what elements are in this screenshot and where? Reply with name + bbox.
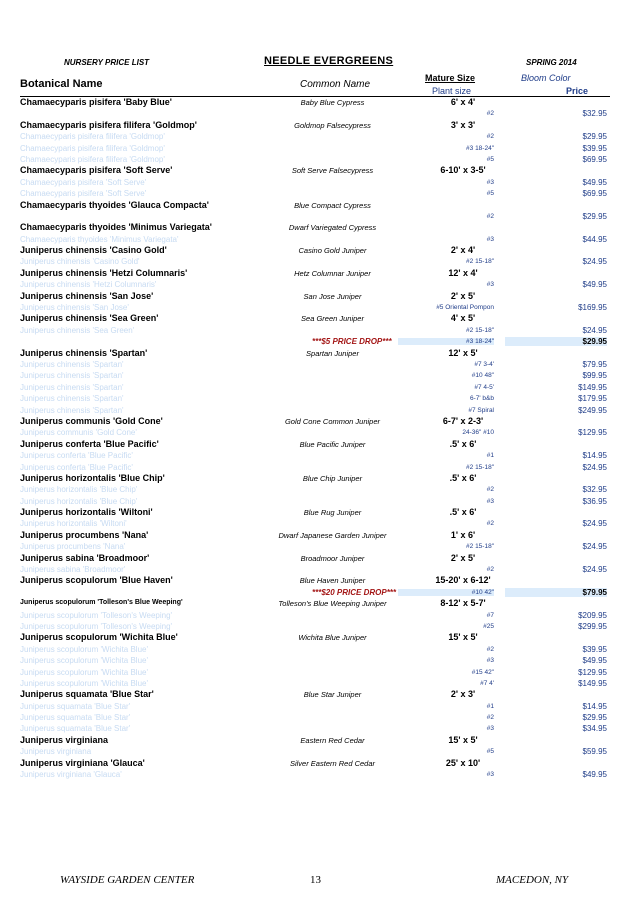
- plant-size: #3: [486, 281, 494, 289]
- mature-size: 2' x 5': [450, 552, 476, 563]
- botanical-name-repeat: Juniperus chinensis 'Casino Gold': [20, 257, 140, 267]
- common-name: Casino Gold Juniper: [298, 246, 367, 256]
- common-name: Blue Chip Juniper: [302, 473, 363, 483]
- price-value: $44.95: [582, 234, 607, 244]
- table-row: [0, 234, 638, 245]
- table-row: [0, 268, 638, 279]
- botanical-name: Chamaecyparis thyoides 'Minimus Variegata': [20, 222, 212, 233]
- price-value: $129.95: [578, 428, 607, 438]
- price-value: $299.95: [578, 621, 607, 631]
- table-row: [0, 382, 638, 393]
- botanical-name: Juniperus communis 'Gold Cone': [20, 415, 163, 426]
- botanical-name: Juniperus scopulorum 'Tolleson's Blue Weeping': [20, 599, 183, 607]
- plant-size: #2: [486, 714, 494, 722]
- price-value: $32.95: [582, 109, 607, 119]
- price-value: $36.95: [582, 496, 607, 506]
- price-value: $49.95: [582, 770, 607, 780]
- table-row: [0, 359, 638, 370]
- table-row: [0, 712, 638, 723]
- plant-size: #5: [486, 190, 494, 198]
- mature-size: .5' x 6': [449, 438, 477, 449]
- price-table: [0, 97, 638, 780]
- mature-size: 12' x 5': [448, 347, 478, 358]
- price-value: $24.95: [582, 565, 607, 575]
- common-name: Blue Pacific Juniper: [299, 439, 366, 449]
- plant-size: #2: [486, 486, 494, 494]
- botanical-name-repeat: Juniperus chinensis 'Spartan': [20, 394, 124, 404]
- botanical-name: Juniperus conferta 'Blue Pacific': [20, 438, 159, 449]
- price-value: $49.95: [582, 177, 607, 187]
- price-drop-notice: ***$20 PRICE DROP***: [312, 587, 397, 597]
- table-row: [0, 313, 638, 324]
- plant-size: #2 15-18": [466, 326, 494, 334]
- price-value: $79.95: [582, 359, 607, 369]
- table-row: [0, 518, 638, 529]
- table-row: [0, 553, 638, 564]
- mature-size: 1' x 6': [450, 529, 476, 540]
- table-row: [0, 427, 638, 438]
- table-row: [0, 587, 638, 598]
- plant-size: #2: [486, 212, 494, 220]
- common-name: Soft Serve Falsecypress: [291, 166, 374, 176]
- plant-size: #2 15-18": [466, 543, 494, 551]
- table-row: [0, 689, 638, 700]
- botanical-name: Juniperus squamata 'Blue Star': [20, 689, 154, 700]
- table-row: [0, 769, 638, 780]
- botanical-name: Juniperus scopulorum 'Blue Haven': [20, 575, 173, 586]
- common-name: Spartan Juniper: [306, 348, 359, 358]
- price-value: $24.95: [582, 542, 607, 552]
- common-name: San Jose Juniper: [303, 291, 362, 301]
- common-name: Blue Rug Juniper: [303, 508, 362, 518]
- plant-size: #2 15-18": [466, 258, 494, 266]
- price-value: $49.95: [582, 280, 607, 290]
- price-value: $29.95: [582, 132, 607, 142]
- table-row: [0, 598, 638, 609]
- table-row: [0, 177, 638, 188]
- botanical-name: Chamaecyparis pisifera 'Soft Serve': [20, 165, 173, 176]
- botanical-name: Juniperus chinensis 'San Jose': [20, 290, 154, 301]
- botanical-name-repeat: Juniperus chinensis 'Spartan': [20, 382, 124, 392]
- plant-size: #2: [486, 566, 494, 574]
- plant-size: #5: [486, 155, 494, 163]
- price-value: $59.95: [582, 747, 607, 757]
- table-row: [0, 188, 638, 199]
- botanical-name-repeat: Juniperus chinensis 'San Jose': [20, 303, 129, 313]
- table-row: [0, 723, 638, 734]
- plant-size: #2: [486, 110, 494, 118]
- price-value: $79.95: [505, 588, 607, 597]
- botanical-name-repeat: Juniperus scopulorum 'Wichita Blue': [20, 656, 148, 666]
- price-value: $209.95: [578, 610, 607, 620]
- plant-size: #5 Oriental Pompon: [436, 304, 494, 312]
- table-row: [0, 165, 638, 176]
- list-label: NURSERY PRICE LIST: [64, 58, 150, 67]
- botanical-name: Juniperus procumbens 'Nana': [20, 529, 149, 540]
- botanical-name-repeat: Juniperus chinensis 'Sea Green': [20, 325, 135, 335]
- page-footer: [0, 868, 638, 888]
- mature-size: .5' x 6': [449, 472, 477, 483]
- mature-size: 6-7' x 2-3': [442, 415, 484, 426]
- plant-size: #7 4-5': [474, 383, 494, 391]
- price-value: $69.95: [582, 189, 607, 199]
- common-name: Sea Green Juniper: [301, 314, 364, 324]
- plant-size: #3: [486, 178, 494, 186]
- mature-size: 2' x 4': [450, 245, 476, 256]
- table-row: [0, 575, 638, 586]
- common-name: Dwarf Variegated Cypress: [288, 223, 377, 233]
- table-row: [0, 610, 638, 621]
- botanical-name: Juniperus scopulorum 'Wichita Blue': [20, 632, 178, 643]
- botanical-name-repeat: Juniperus scopulorum 'Wichita Blue': [20, 667, 148, 677]
- price-value: $39.95: [582, 644, 607, 654]
- plant-size: #2: [486, 645, 494, 653]
- table-row: [0, 211, 638, 222]
- plant-size: #7 Spiral: [468, 406, 494, 414]
- price-value: $14.95: [582, 451, 607, 461]
- price-value: $24.95: [582, 462, 607, 472]
- table-row: [0, 120, 638, 131]
- common-name: Tolleson's Blue Weeping Juniper: [278, 599, 387, 609]
- price-value: $29.95: [582, 211, 607, 221]
- botanical-name: Chamaecyparis thyoides 'Glauca Compacta': [20, 199, 209, 210]
- column-header-common: Common Name: [300, 79, 371, 90]
- mature-size: 2' x 5': [450, 290, 476, 301]
- botanical-name-repeat: Chamaecyparis pisifera 'Soft Serve': [20, 177, 147, 187]
- common-name: Goldmop Falsecypress: [294, 120, 371, 130]
- botanical-name-repeat: Juniperus squamata 'Blue Star': [20, 713, 131, 723]
- mature-size: 8-12' x 5-7': [440, 598, 486, 609]
- plant-size: #7: [486, 611, 494, 619]
- price-value: $179.95: [578, 394, 607, 404]
- botanical-name: Juniperus virginiana: [20, 734, 109, 745]
- table-row: [0, 416, 638, 427]
- season-label: SPRING 2014: [526, 58, 577, 67]
- botanical-name-repeat: Juniperus squamata 'Blue Star': [20, 701, 131, 711]
- mature-size: 4' x 5': [450, 313, 476, 324]
- plant-size: #10 48": [471, 372, 494, 380]
- price-value: $32.95: [582, 485, 607, 495]
- column-header-botanical: Botanical Name: [20, 78, 103, 90]
- price-value: $24.95: [582, 325, 607, 335]
- common-name: Eastern Red Cedar: [300, 735, 365, 745]
- botanical-name-repeat: Juniperus sabina 'Broadmoor': [20, 565, 126, 575]
- table-row: [0, 256, 638, 267]
- table-row: [0, 667, 638, 678]
- plant-size: #15 42": [471, 668, 494, 676]
- plant-size: #7 4': [480, 679, 494, 687]
- footer-page-number: 13: [310, 874, 321, 886]
- plant-size: 6-7' b&b: [469, 395, 494, 403]
- plant-size: #3: [486, 725, 494, 733]
- price-value: $69.95: [582, 154, 607, 164]
- column-header-plant-size: Plant size: [432, 86, 472, 96]
- price-value: $149.95: [578, 382, 607, 392]
- plant-size: #5: [486, 748, 494, 756]
- plant-size: #3: [486, 771, 494, 779]
- mature-size: 15' x 5': [448, 734, 478, 745]
- botanical-name-repeat: Juniperus horizontalis 'Wiltoni': [20, 519, 127, 529]
- botanical-name-repeat: Juniperus chinensis 'Hetzi Columnaris': [20, 280, 157, 290]
- mature-size: 15-20' x 6-12': [435, 575, 491, 586]
- table-row: [0, 336, 638, 347]
- table-row: [0, 154, 638, 165]
- botanical-name-repeat: Juniperus chinensis 'Spartan': [20, 359, 124, 369]
- mature-size: .5' x 6': [449, 507, 477, 518]
- common-name: Blue Compact Cypress: [294, 200, 371, 210]
- table-row: [0, 678, 638, 689]
- botanical-name-repeat: Juniperus horizontalis 'Blue Chip': [20, 496, 138, 506]
- table-row: [0, 701, 638, 712]
- plant-size: #3: [486, 235, 494, 243]
- price-drop-notice: ***$5 PRICE DROP***: [312, 337, 392, 347]
- table-row: [0, 746, 638, 757]
- botanical-name: Juniperus horizontalis 'Wiltoni': [20, 507, 153, 518]
- price-value: $99.95: [582, 371, 607, 381]
- botanical-name-repeat: Juniperus conferta 'Blue Pacific': [20, 462, 133, 472]
- plant-size: #3 18-24": [398, 338, 494, 345]
- price-list-header: [0, 0, 638, 100]
- table-row: [0, 279, 638, 290]
- botanical-name: Juniperus horizontalis 'Blue Chip': [20, 472, 165, 483]
- table-row: [0, 655, 638, 666]
- price-value: $29.95: [582, 713, 607, 723]
- page-title: NEEDLE EVERGREENS: [264, 55, 394, 67]
- botanical-name-repeat: Chamaecyparis pisifera filifera 'Goldmop': [20, 143, 165, 153]
- table-row: [0, 473, 638, 484]
- footer-location: MACEDON, NY: [496, 874, 569, 886]
- price-value: $24.95: [582, 519, 607, 529]
- plant-size: #2 15-18": [466, 463, 494, 471]
- table-row: [0, 484, 638, 495]
- price-value: $249.95: [578, 405, 607, 415]
- table-row: [0, 439, 638, 450]
- plant-size: 24-36" #10: [462, 429, 494, 437]
- plant-size: #3: [486, 497, 494, 505]
- common-name: Hetz Columnar Juniper: [294, 268, 371, 278]
- botanical-name: Juniperus virginiana 'Glauca': [20, 757, 145, 768]
- botanical-name-repeat: Juniperus horizontalis 'Blue Chip': [20, 485, 138, 495]
- table-row: [0, 405, 638, 416]
- plant-size: #3 18-24": [466, 144, 494, 152]
- botanical-name-repeat: Juniperus conferta 'Blue Pacific': [20, 451, 133, 461]
- table-row: [0, 632, 638, 643]
- plant-size: #2: [486, 133, 494, 141]
- plant-size: #10 42": [398, 589, 494, 596]
- mature-size: 6' x 4': [450, 97, 476, 107]
- botanical-name-repeat: Juniperus squamata 'Blue Star': [20, 724, 131, 734]
- mature-size: 12' x 4': [448, 267, 478, 278]
- plant-size: #2: [486, 520, 494, 528]
- table-row: [0, 758, 638, 769]
- common-name: Dwarf Japanese Garden Juniper: [278, 530, 387, 540]
- plant-size: #3: [486, 657, 494, 665]
- price-value: $14.95: [582, 701, 607, 711]
- footer-business-name: WAYSIDE GARDEN CENTER: [60, 874, 195, 886]
- botanical-name: Juniperus sabina 'Broadmoor': [20, 552, 150, 563]
- botanical-name-repeat: Juniperus scopulorum 'Wichita Blue': [20, 644, 148, 654]
- table-row: [0, 200, 638, 211]
- plant-size: #1: [486, 452, 494, 460]
- botanical-name-repeat: Juniperus scopulorum 'Tolleson's Weeping': [20, 610, 173, 620]
- price-value: $129.95: [578, 667, 607, 677]
- plant-size: #25: [483, 622, 494, 630]
- price-value: $49.95: [582, 656, 607, 666]
- botanical-name: Chamaecyparis pisifera filifera 'Goldmop': [20, 119, 197, 130]
- table-row: [0, 370, 638, 381]
- table-row: [0, 393, 638, 404]
- price-value: $169.95: [578, 303, 607, 313]
- table-row: [0, 131, 638, 142]
- column-header-price: Price: [566, 86, 589, 96]
- botanical-name-repeat: Chamaecyparis pisifera filifera 'Goldmop': [20, 132, 165, 142]
- table-row: [0, 302, 638, 313]
- price-value: $39.95: [582, 143, 607, 153]
- price-value: $29.95: [505, 337, 607, 346]
- column-header-bloom-color: Bloom Color: [521, 73, 571, 83]
- mature-size: 15' x 5': [448, 632, 478, 643]
- table-row: [0, 496, 638, 507]
- botanical-name: Chamaecyparis pisifera 'Baby Blue': [20, 97, 172, 107]
- mature-size: 3' x 3': [450, 119, 476, 130]
- botanical-name-repeat: Chamaecyparis pisifera 'Soft Serve': [20, 189, 147, 199]
- botanical-name-repeat: Juniperus procumbens 'Nana': [20, 542, 126, 552]
- botanical-name: Juniperus chinensis 'Spartan': [20, 347, 148, 358]
- botanical-name-repeat: Juniperus virginiana: [20, 747, 92, 757]
- table-row: [0, 97, 638, 108]
- plant-size: #1: [486, 702, 494, 710]
- botanical-name-repeat: Juniperus scopulorum 'Wichita Blue': [20, 678, 148, 688]
- table-row: [0, 621, 638, 632]
- table-row: [0, 735, 638, 746]
- common-name: Gold Cone Common Juniper: [284, 416, 381, 426]
- mature-size: 25' x 10': [445, 757, 481, 768]
- mature-size: 6-10' x 3-5': [440, 165, 486, 176]
- botanical-name-repeat: Juniperus virginiana 'Glauca': [20, 770, 122, 780]
- table-row: [0, 530, 638, 541]
- price-value: $149.95: [578, 678, 607, 688]
- column-header-mature-size: Mature Size: [425, 73, 476, 83]
- mature-size: 2' x 3': [450, 689, 476, 700]
- botanical-name-repeat: Juniperus scopulorum 'Tolleson's Weeping': [20, 621, 173, 631]
- table-row: [0, 108, 638, 119]
- table-row: [0, 644, 638, 655]
- botanical-name-repeat: Juniperus chinensis 'Spartan': [20, 405, 124, 415]
- table-row: [0, 143, 638, 154]
- table-row: [0, 245, 638, 256]
- table-row: [0, 325, 638, 336]
- botanical-name-repeat: Juniperus communis 'Gold Cone': [20, 428, 137, 438]
- table-row: [0, 348, 638, 359]
- table-row: [0, 507, 638, 518]
- price-value: $34.95: [582, 724, 607, 734]
- table-row: [0, 462, 638, 473]
- plant-size: #7 3-4': [474, 360, 494, 368]
- table-row: [0, 222, 638, 233]
- common-name: Blue Haven Juniper: [299, 576, 366, 586]
- common-name: Wichita Blue Juniper: [298, 633, 367, 643]
- botanical-name-repeat: Chamaecyparis pisifera filifera 'Goldmop': [20, 154, 165, 164]
- botanical-name: Juniperus chinensis 'Hetzi Columnaris': [20, 267, 188, 278]
- common-name: Baby Blue Cypress: [300, 98, 365, 107]
- common-name: Broadmoor Juniper: [300, 553, 365, 563]
- table-row: [0, 564, 638, 575]
- botanical-name-repeat: Juniperus chinensis 'Spartan': [20, 371, 124, 381]
- common-name: Blue Star Juniper: [303, 690, 362, 700]
- price-value: $24.95: [582, 257, 607, 267]
- common-name: Silver Eastern Red Cedar: [289, 758, 376, 768]
- botanical-name-repeat: Chamaecyparis thyoides 'Minimus Variegata': [20, 234, 179, 244]
- botanical-name: Juniperus chinensis 'Casino Gold': [20, 245, 167, 256]
- table-row: [0, 450, 638, 461]
- botanical-name: Juniperus chinensis 'Sea Green': [20, 313, 159, 324]
- table-row: [0, 291, 638, 302]
- table-row: [0, 541, 638, 552]
